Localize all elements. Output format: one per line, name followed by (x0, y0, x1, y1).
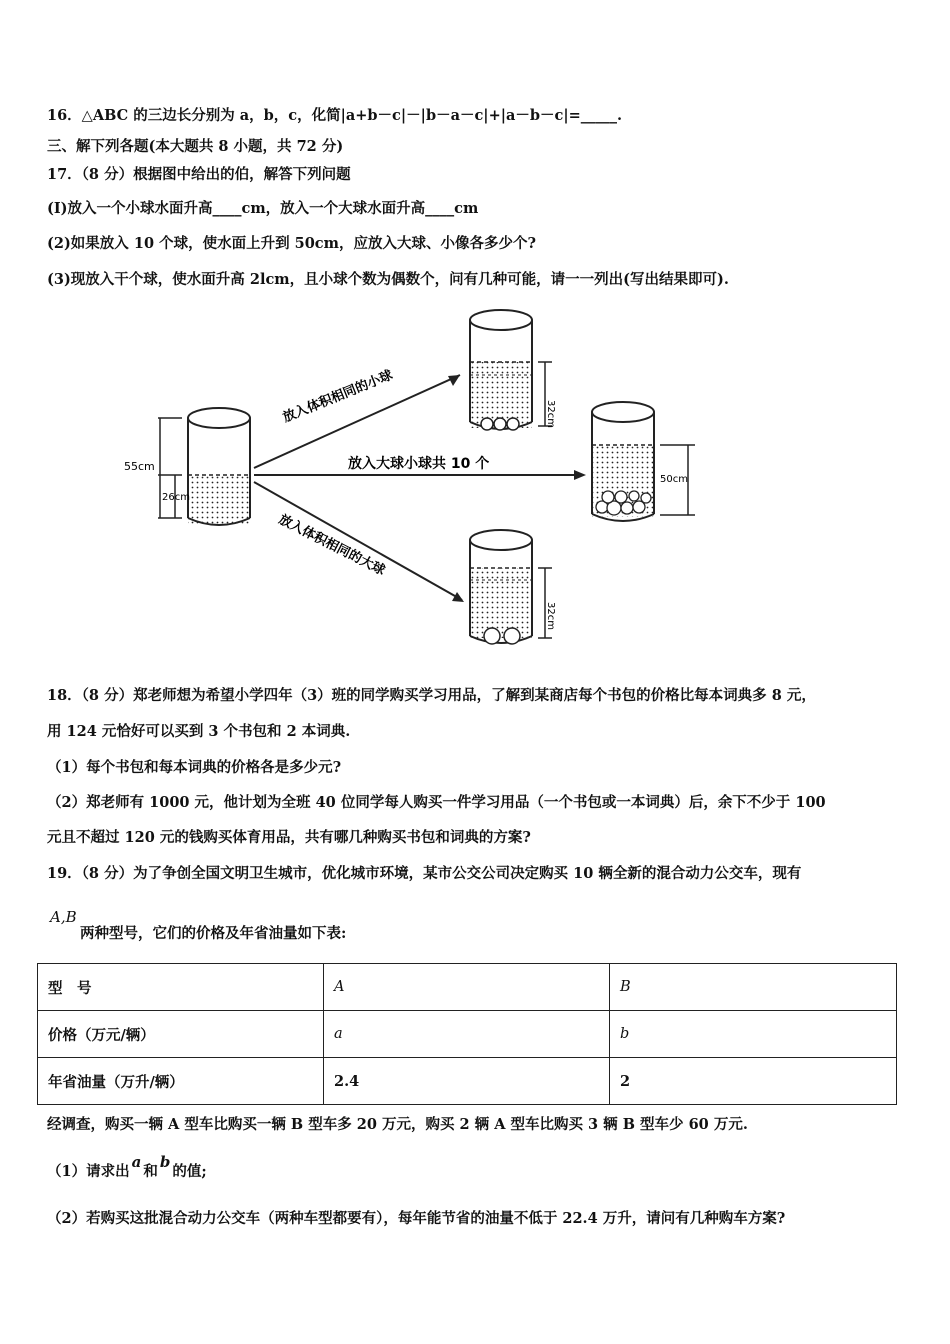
table-cell: 年省油量（万升/辆） (38, 1058, 324, 1105)
label-50cm: 50cm (660, 474, 688, 485)
q19-part1-prefix: （1）请求出 (47, 1163, 130, 1180)
q19-part1 (47, 1153, 207, 1181)
q16-text: 16．△ABC 的三边长分别为 a，b，c，化简|a+b－c|－|b－a－c|+|a－b－c|=_____. (47, 107, 623, 124)
table-row (38, 1011, 897, 1058)
label-32cm-bottom: 32cm (545, 602, 556, 630)
table-header-row (38, 964, 897, 1011)
table-cell: 2 (610, 1058, 897, 1105)
section3-title: 三、解下列各题(本大题共 8 小题，共 72 分) (47, 138, 344, 155)
label-26cm: 26cm (162, 492, 190, 503)
table-cell: 2.4 (324, 1058, 610, 1105)
q18-part1: （1）每个书包和每本词典的价格各是多少元? (47, 759, 342, 776)
top-cylinder (470, 310, 556, 430)
q19-part1-suffix: 的值; (172, 1163, 207, 1180)
bottom-cylinder (470, 530, 556, 644)
q17-stem: 17．（8 分）根据图中给出的伯，解答下列问题 (47, 166, 351, 183)
bus-spec-table (37, 963, 897, 1105)
q17-part3: (3)现放入干个球，使水面升高 2lcm，且小球个数为偶数个，问有几种可能，请一一列出(写出结果即可). (47, 271, 729, 288)
right-cylinder (592, 402, 695, 521)
var-a: a (131, 1153, 142, 1171)
q18-part2-line2: 元且不超过 120 元的钱购买体育用品，共有哪几种购买书包和词典的方案? (47, 829, 531, 846)
q19-line1: 19．（8 分）为了争创全国文明卫生城市，优化城市环境，某市公交公司决定购买 10 辆全新的混合动力公交车，现有 (47, 865, 802, 882)
q19-part2: （2）若购买这批混合动力公交车（两种车型都要有），每年能节省的油量不低于 22.4 万升，请问有几种购车方案? (47, 1210, 786, 1227)
table-header-cell: A (324, 964, 610, 1011)
q18-part2-line1: （2）郑老师有 1000 元，他计划为全班 40 位同学每人购买一件学习用品（一个书包或一本词典）后，余下不少于 100 (47, 794, 826, 811)
q19-part1-mid: 和 (143, 1163, 158, 1180)
arrow-label-big-balls: 放入体积相同的大球 (276, 512, 388, 579)
table-cell: 价格（万元/辆） (38, 1011, 324, 1058)
arrow-label-total-ten: 放入大球小球共 10 个 (348, 456, 490, 472)
q17-part1: (I)放入一个小球水面升高____cm，放入一个大球水面升高____cm (47, 200, 479, 217)
q19-ab-label: A,B (50, 908, 77, 926)
table-header-cell: B (610, 964, 897, 1011)
water-cylinder-figure (120, 300, 720, 660)
table-row (38, 1058, 897, 1105)
q19-line3: 经调查，购买一辆 A 型车比购买一辆 B 型车多 20 万元，购买 2 辆 A 型车比购买 3 辆 B 型车少 60 万元. (47, 1116, 748, 1133)
q19-line2: 两种型号，它们的价格及年省油量如下表: (80, 925, 347, 942)
var-b: b (159, 1153, 171, 1171)
table-cell: a (324, 1011, 610, 1058)
q17-part2: (2)如果放入 10 个球，使水面上升到 50cm，应放入大球、小像各多少个? (47, 235, 536, 252)
q18-line1: 18．（8 分）郑老师想为希望小学四年（3）班的同学购买学习用品，了解到某商店每个书包的价格比每本词典多 8 元， (47, 687, 816, 704)
q18-line2: 用 124 元恰好可以买到 3 个书包和 2 本词典. (47, 723, 351, 740)
label-55cm: 55cm (124, 460, 155, 473)
table-header-cell: 型 号 (38, 964, 324, 1011)
label-32cm-top: 32cm (545, 400, 556, 428)
arrow-label-small-balls: 放入体积相同的小球 (280, 367, 395, 426)
left-cylinder (124, 408, 250, 525)
table-cell: b (610, 1011, 897, 1058)
